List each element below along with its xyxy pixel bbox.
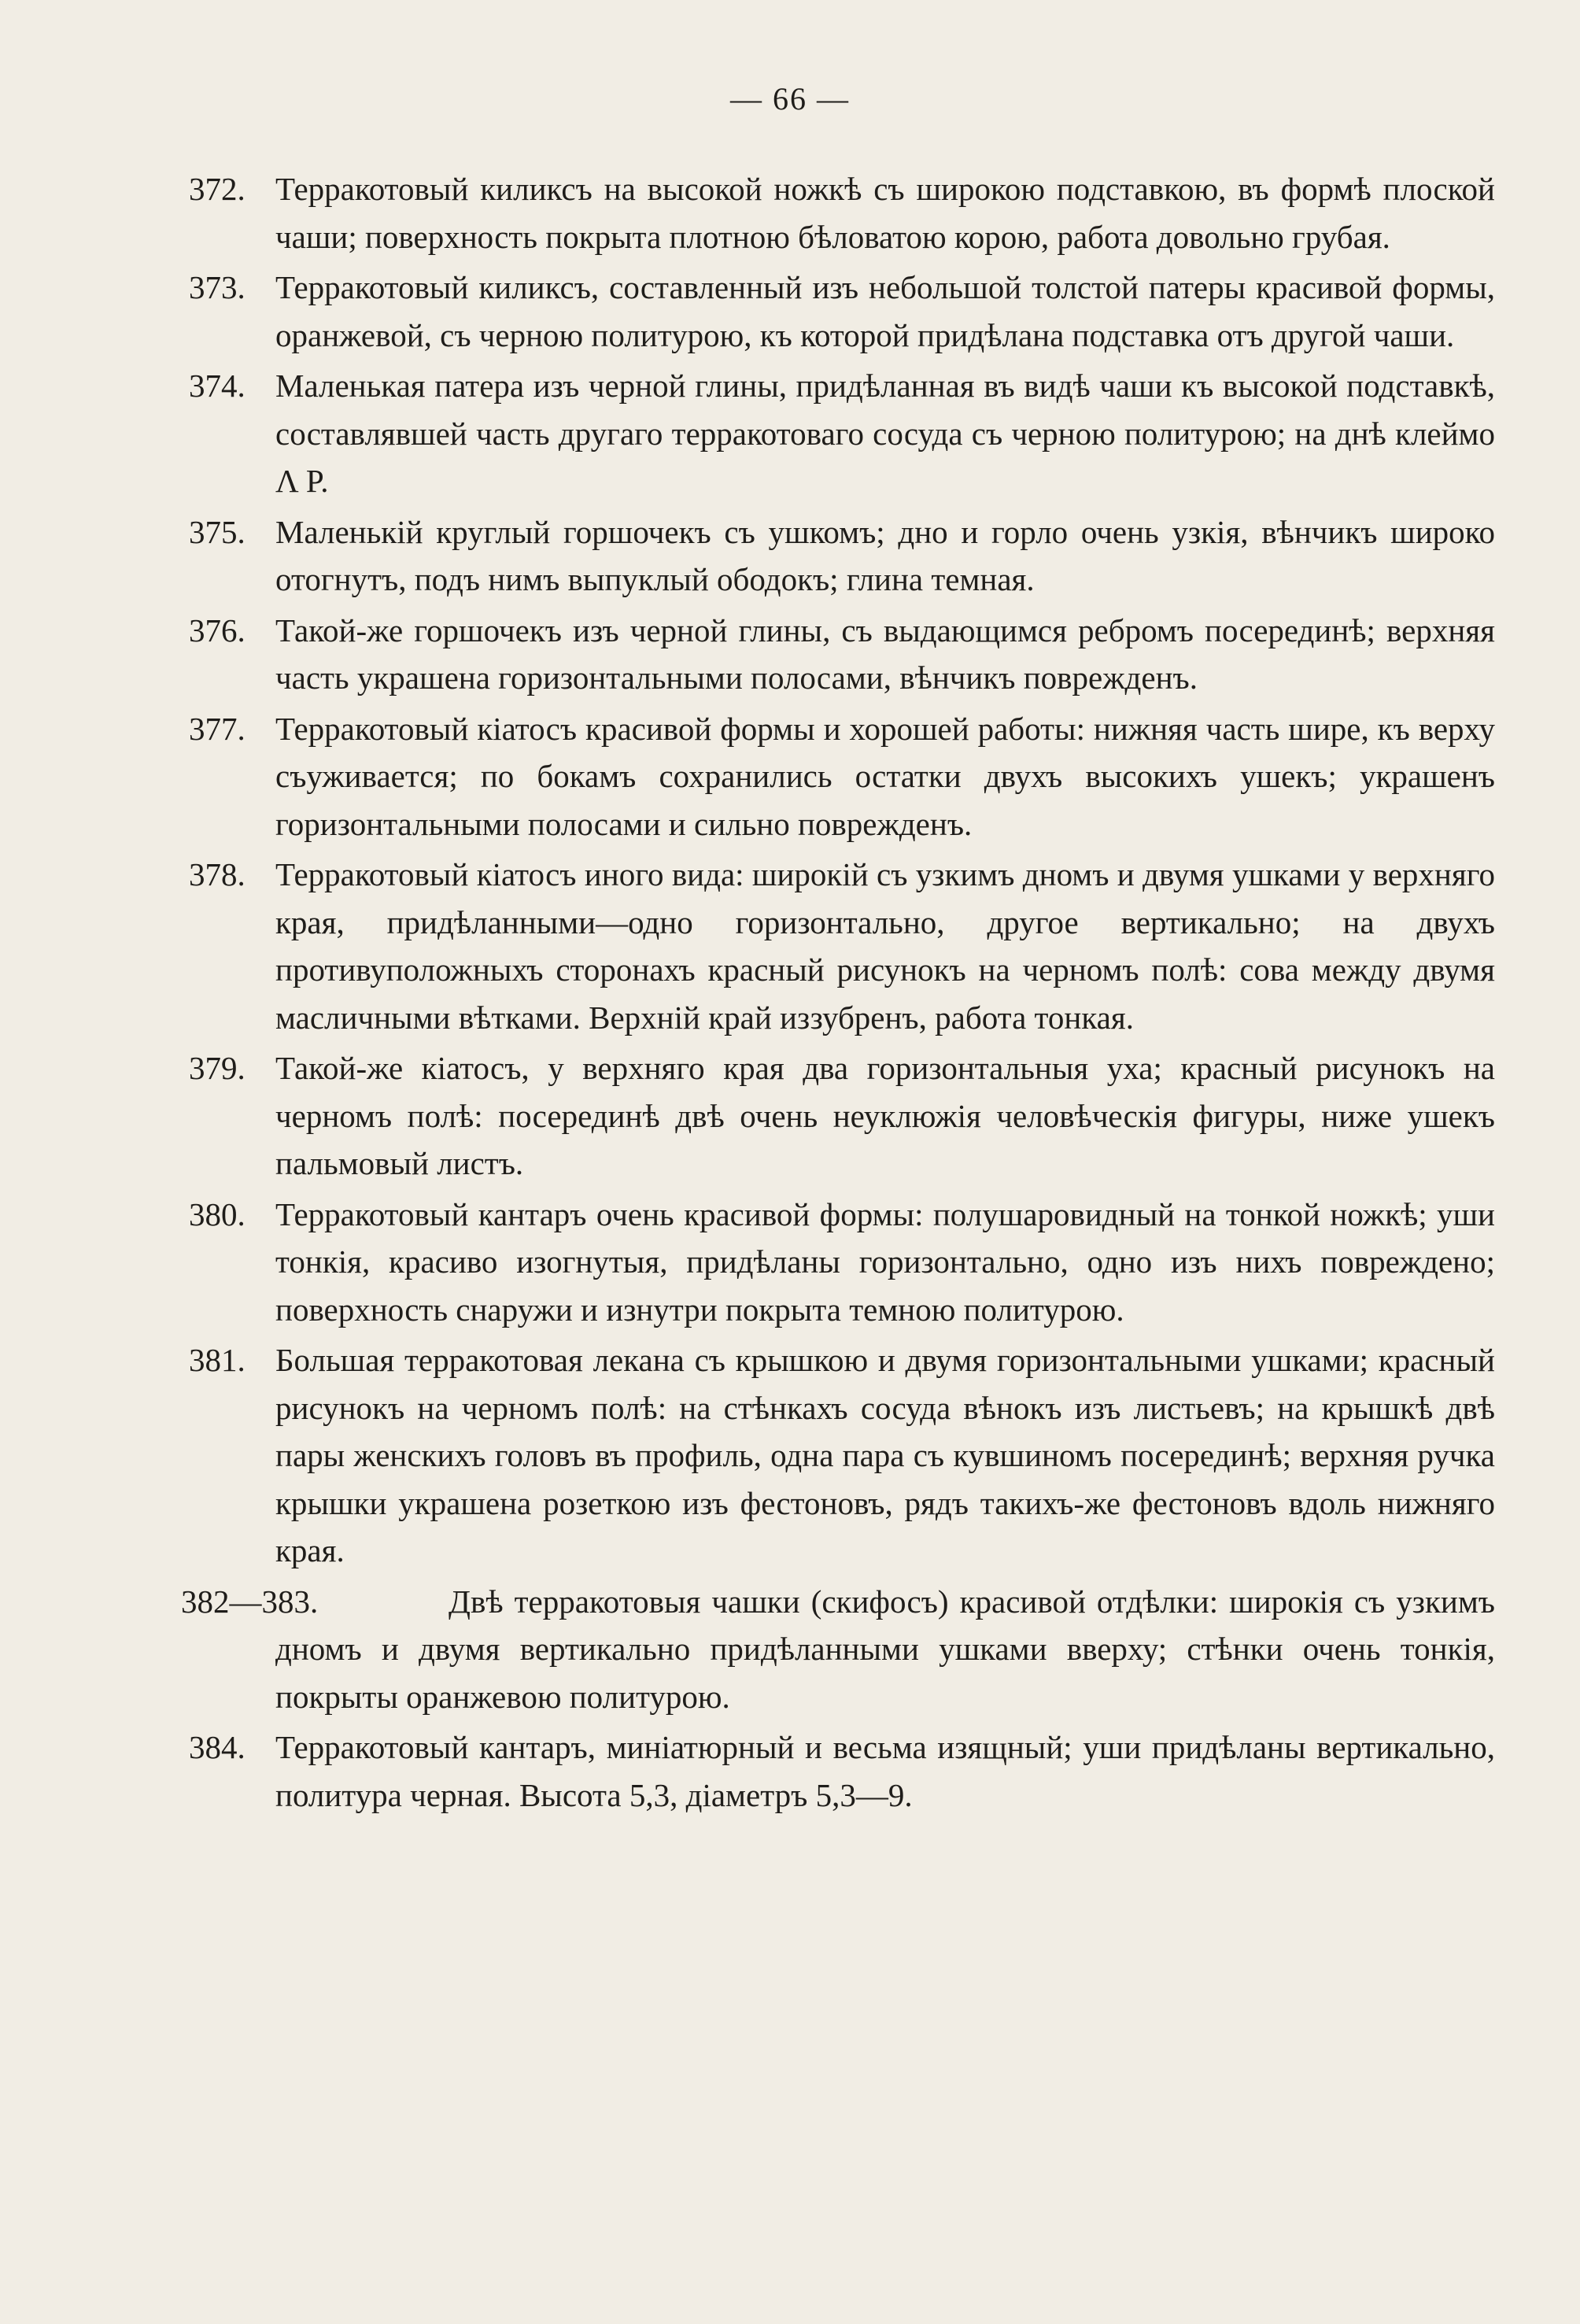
entry-number: 372. <box>189 171 245 207</box>
catalog-entry <box>189 264 1495 359</box>
entry-text: Терракотовый кіатосъ красивой формы и хорошей работы: нижняя часть шире, къ верху съуживается; по бокамъ сохранились остатки двухъ высокихъ ушекъ; украшенъ горизонтальными полосами и сильно поврежденъ. <box>275 710 1495 842</box>
catalog-entry <box>189 362 1495 505</box>
entry-text: Терракотовый киликсъ на высокой ножкѣ съ широкою подставкою, въ формѣ плоской чаши; поверхность покрыта плотною бѣловатою корою, работа довольно грубая. <box>275 171 1495 255</box>
entry-number: 377. <box>189 710 245 747</box>
entry-number: 373. <box>189 269 245 305</box>
entry-number: 380. <box>189 1195 245 1232</box>
catalog-entry <box>189 1336 1495 1575</box>
entry-text: Большая терракотовая лекана съ крышкою и двумя горизонтальными ушками; красный рисунокъ на черномъ полѣ: на стѣнкахъ сосуда вѣнокъ изъ листьевъ; на крышкѣ двѣ пары женскихъ головъ въ профиль, одна пара съ кувшиномъ посерединѣ; верхняя ручка крышки украшена розеткою изъ фестоновъ, рядъ такихъ-же фестоновъ вдоль нижняго края. <box>275 1342 1495 1568</box>
catalog-entry <box>189 1044 1495 1188</box>
entry-number: 376. <box>189 611 245 648</box>
entry-text: Такой-же горшочекъ изъ черной глины, съ выдающимся ребромъ посерединѣ; верхняя часть украшена горизонтальными полосами, вѣнчикъ поврежденъ. <box>275 611 1495 696</box>
entry-number: 378. <box>189 856 245 892</box>
catalog-entry <box>189 1724 1495 1819</box>
entry-text: Терракотовый кіатосъ иного вида: широкій съ узкимъ дномъ и двумя ушками у верхняго края, придѣланными—одно горизонтально, другое вертикально; на двухъ противуположныхъ сторонахъ красный рисунокъ на черномъ полѣ: сова между двумя масличными вѣтками. Верхній край иззубренъ, работа тонкая. <box>275 856 1495 1036</box>
entry-number: 381. <box>189 1342 245 1378</box>
entry-number: 379. <box>189 1050 245 1086</box>
entry-number: 382—383. <box>181 1583 319 1620</box>
entry-text: Терракотовый кантаръ, миніатюрный и весьма изящный; уши придѣланы вертикально, политура черная. Высота 5,3, діаметръ 5,3—9. <box>275 1729 1495 1813</box>
entry-text: Терракотовый кантаръ очень красивой формы: полушаровидный на тонкой ножкѣ; уши тонкія, красиво изогнутыя, придѣланы горизонтально, одно изъ нихъ повреждено; поверхность снаружи и изнутри покрыта темною политурою. <box>275 1195 1495 1328</box>
entry-text: Такой-же кіатосъ, у верхняго края два горизонтальныя уха; красный рисунокъ на черномъ полѣ: посерединѣ двѣ очень неуклюжія человѣческія фигуры, ниже ушекъ пальмовый листъ. <box>275 1050 1495 1181</box>
page-number: — 66 — <box>730 81 850 116</box>
catalog-entries <box>181 165 1495 1822</box>
entry-text: Маленькая патера изъ черной глины, придѣланная въ видѣ чаши къ высокой подставкѣ, составлявшей часть другаго терракотоваго сосуда съ черною политурою; на днѣ клеймо Λ Ρ. <box>275 368 1495 499</box>
catalog-entry <box>189 705 1495 848</box>
catalog-entry <box>181 1578 1495 1721</box>
catalog-entry <box>189 1191 1495 1334</box>
entry-number: 375. <box>189 513 245 550</box>
entry-text: Маленькій круглый горшочекъ съ ушкомъ; дно и горло очень узкія, вѣнчикъ широко отогнутъ, подъ нимъ выпуклый ободокъ; глина темная. <box>275 513 1495 597</box>
catalog-entry <box>189 508 1495 604</box>
entry-number: 374. <box>189 368 245 404</box>
entry-text: Двѣ терракотовыя чашки (скифосъ) красивой отдѣлки: широкія съ узкимъ дномъ и двумя вертикально придѣланными ушками вверху; стѣнки очень тонкія, покрыты оранжевою политурою. <box>275 1583 1495 1715</box>
catalog-entry <box>189 851 1495 1041</box>
entry-number: 384. <box>189 1729 245 1765</box>
catalog-entry <box>189 607 1495 702</box>
catalog-entry <box>189 165 1495 260</box>
entry-text: Терракотовый киликсъ, составленный изъ небольшой толстой патеры красивой формы, оранжевой, съ черною политурою, къ которой придѣлана подставка отъ другой чаши. <box>275 269 1495 353</box>
